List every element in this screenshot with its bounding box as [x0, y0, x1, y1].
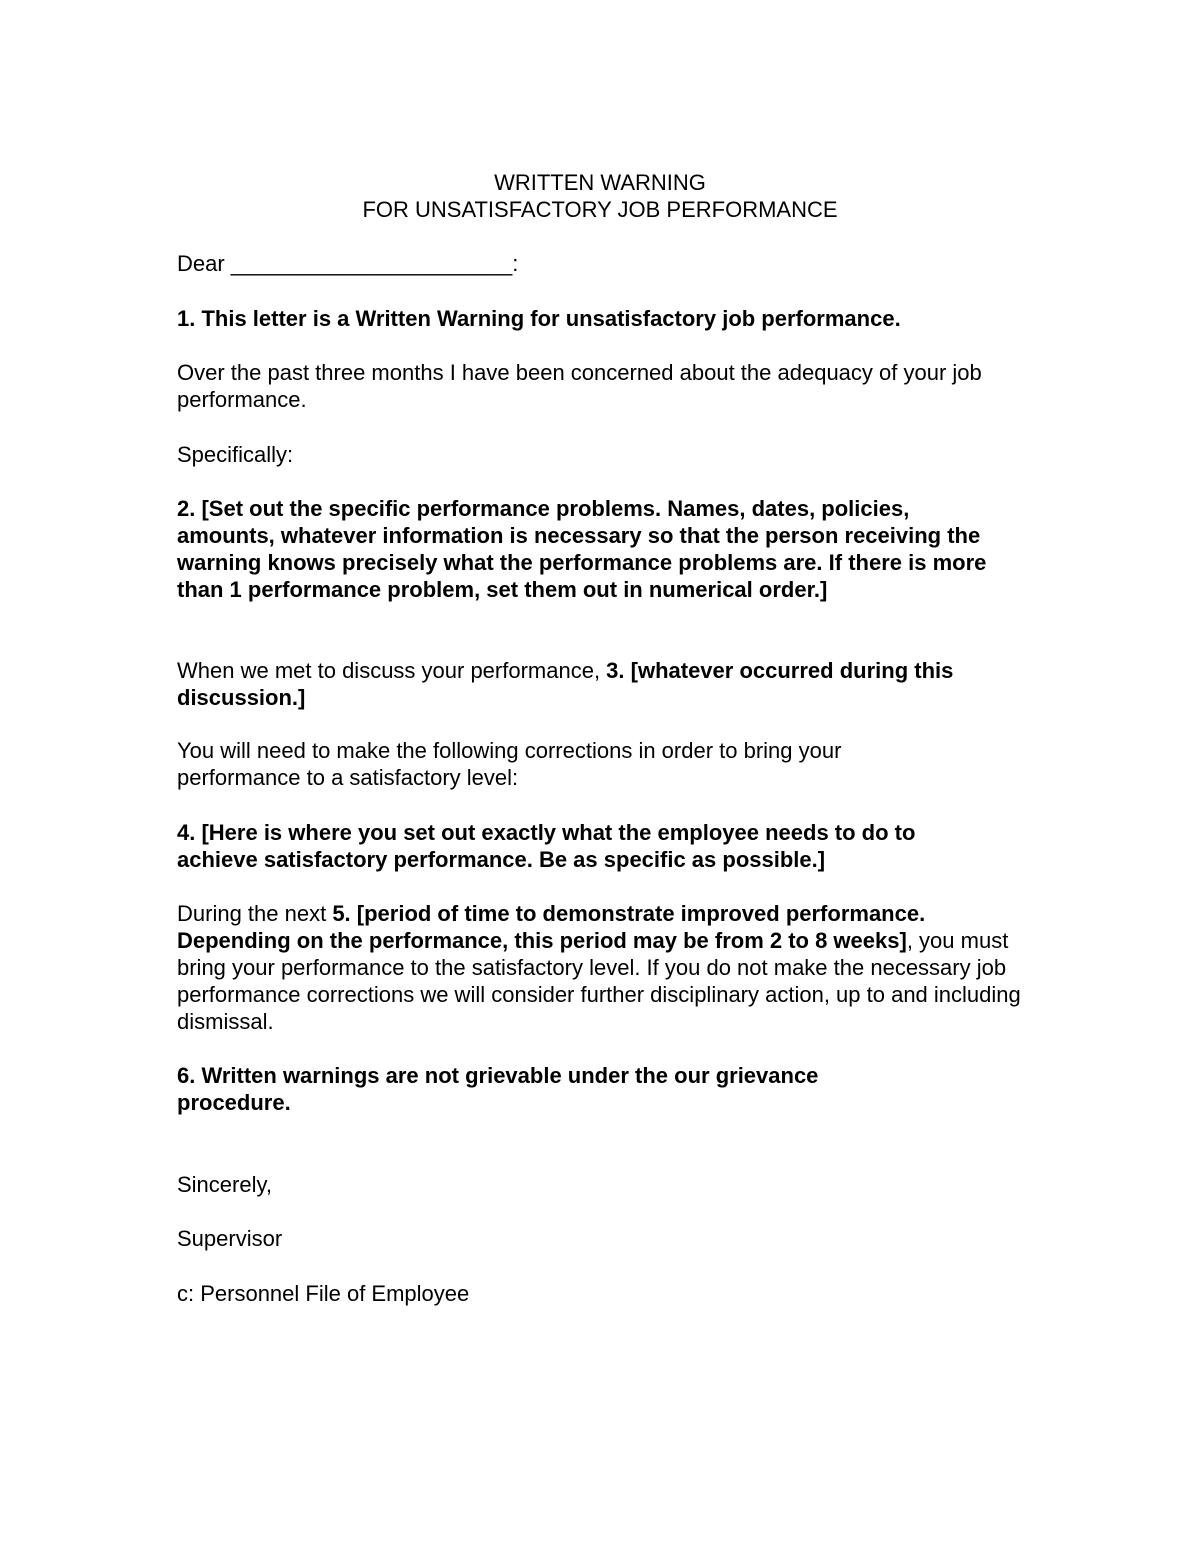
title-line-2: FOR UNSATISFACTORY JOB PERFORMANCE [362, 197, 838, 222]
paragraph-specifically: Specifically: [177, 442, 294, 467]
paragraph-improvement-period [177, 900, 1042, 1035]
closing: Sincerely, [177, 1172, 272, 1197]
during-prefix: During the next [177, 901, 333, 926]
item-2-performance-problems: 2. [Set out the specific performance problems. Names, dates, policies, amounts, whatever information is necessary so that the person receiving the warning knows precisely what the performance problems are. If there is more than 1 performance problem, set them out in numerical order.] [177, 496, 987, 602]
discussion-prefix: When we met to discuss your performance, [177, 658, 607, 683]
item-3-discussion-outcome: 3. [whatever occurred during this discussion.] [177, 658, 954, 710]
during-suffix: , you must bring your performance to the satisfactory level. If you do not make the necessary job performance corrections we will consider further disciplinary action, up to and including dismissal. [177, 928, 1021, 1034]
paragraph-concern: Over the past three months I have been concerned about the adequacy of your job performance. [177, 360, 982, 412]
cc-line: c: Personnel File of Employee [177, 1281, 470, 1306]
paragraph-corrections: You will need to make the following corrections in order to bring your performance to a satisfactory level: [177, 738, 842, 790]
item-6-not-grievable: 6. Written warnings are not grievable under the our grievance procedure. [177, 1063, 819, 1115]
salutation: Dear _______________________: [177, 251, 519, 276]
item-1-written-warning: 1. This letter is a Written Warning for unsatisfactory job performance. [177, 306, 901, 331]
item-5-improvement-period: 5. [period of time to demonstrate improved performance. Depending on the performance, this period may be from 2 to 8 weeks] [177, 901, 926, 953]
signature-supervisor: Supervisor [177, 1226, 283, 1251]
title-line-1: WRITTEN WARNING [494, 170, 706, 195]
paragraph-discussion [177, 657, 1022, 711]
item-4-required-corrections: 4. [Here is where you set out exactly what the employee needs to do to achieve satisfactory performance. Be as specific as possible.] [177, 820, 916, 872]
